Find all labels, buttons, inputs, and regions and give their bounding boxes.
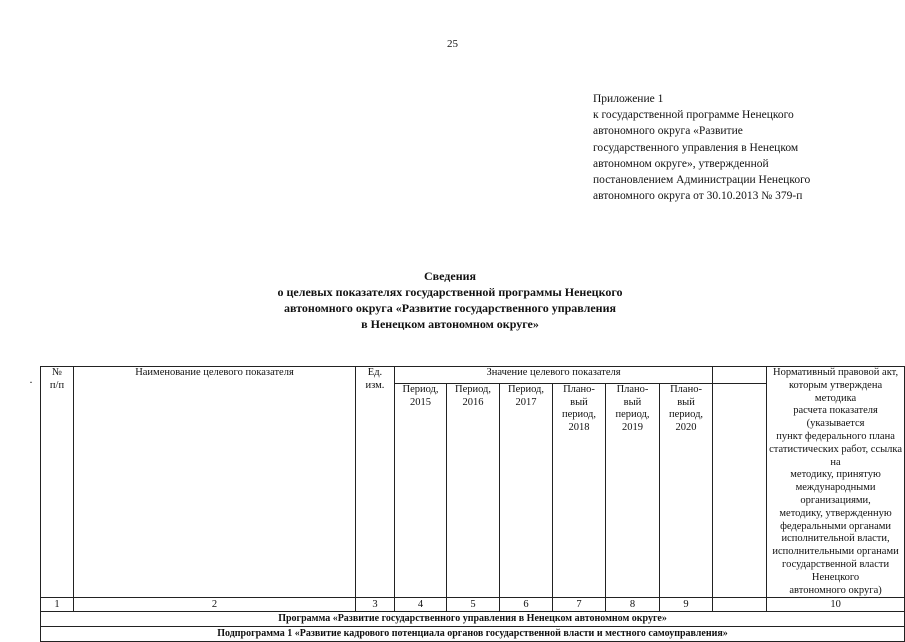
appendix-line: государственного управления в Ненецком bbox=[593, 141, 799, 154]
header-period-2018: Плано- вый период, 2018 bbox=[553, 383, 606, 598]
page-number: 25 bbox=[447, 38, 458, 50]
header-value-extra bbox=[713, 367, 767, 384]
column-number-empty bbox=[713, 598, 767, 612]
header-col-name: Наименование целевого показателя bbox=[74, 367, 356, 598]
header-period-2015: Период, 2015 bbox=[395, 383, 447, 598]
title-line: о целевых показателях государственной программы Ненецкого bbox=[277, 285, 623, 299]
header-col-unit: Ед. изм. bbox=[356, 367, 395, 598]
column-number: 10 bbox=[767, 598, 905, 612]
column-number: 3 bbox=[356, 598, 395, 612]
header-period-2019: Плано- вый период, 2019 bbox=[606, 383, 660, 598]
title-line: автономного округа «Развитие государственного управления bbox=[283, 301, 616, 315]
margin-mark: · bbox=[29, 375, 33, 389]
title-line: Сведения bbox=[423, 269, 477, 283]
title-line: в Ненецком автономном округе» bbox=[361, 317, 539, 331]
column-number: 6 bbox=[500, 598, 553, 612]
header-period-2017: Период, 2017 bbox=[500, 383, 553, 598]
header-col-norm: Нормативный правовой акт, которым утверждена методика расчета показателя (указывается пункт федерального плана статистических работ, ссылка на методику, принятую международными организациями, методику, утвержденную федеральными органами исполнительной власти, исполнительными органами государственной власти Ненецкого автономного округа) bbox=[767, 367, 905, 598]
header-period-2016: Период, 2016 bbox=[447, 383, 500, 598]
header-value: Значение целевого показателя bbox=[395, 367, 713, 384]
column-number: 9 bbox=[660, 598, 713, 612]
appendix-block bbox=[593, 91, 893, 204]
column-number: 4 bbox=[395, 598, 447, 612]
subprogram-row: Подпрограмма 1 «Развитие кадрового потенциала органов государственной власти и местного самоуправления» bbox=[41, 627, 905, 642]
header-col-no: № п/п bbox=[41, 367, 74, 598]
appendix-line: Приложение 1 bbox=[593, 93, 664, 105]
indicators-table bbox=[40, 366, 905, 642]
appendix-line: автономного округа от 30.10.2013 № 379-п bbox=[593, 190, 803, 203]
appendix-line: автономном округе», утвержденной bbox=[593, 157, 769, 170]
header-period-2020: Плано- вый период, 2020 bbox=[660, 383, 713, 598]
column-number: 5 bbox=[447, 598, 500, 612]
appendix-line: постановлением Администрации Ненецкого bbox=[593, 174, 811, 187]
appendix-line: к государственной программе Ненецкого bbox=[593, 109, 794, 122]
program-row: Программа «Развитие государственного управления в Ненецком автономном округе» bbox=[41, 612, 905, 627]
column-number: 1 bbox=[41, 598, 74, 612]
column-number: 2 bbox=[74, 598, 356, 612]
appendix-line: автономного округа «Развитие bbox=[593, 125, 743, 138]
column-number: 7 bbox=[553, 598, 606, 612]
document-title bbox=[200, 268, 700, 332]
column-number: 8 bbox=[606, 598, 660, 612]
